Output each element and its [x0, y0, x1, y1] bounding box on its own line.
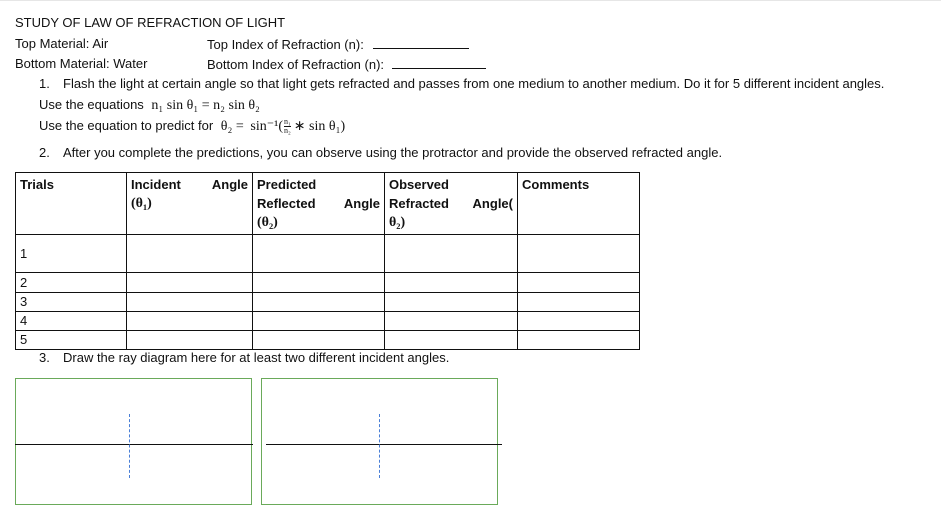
- equation-2-rhs: sin⁻¹(: [250, 119, 283, 134]
- header-angle-word: Angle: [211, 177, 248, 192]
- item-3-text: Draw the ray diagram here for at least two different incident angles.: [63, 350, 450, 365]
- equation-2-lhs: θ₂ =: [220, 119, 244, 134]
- table-header-row: [16, 173, 640, 235]
- top-index-line: [207, 36, 469, 52]
- interface-line-1: [15, 444, 253, 445]
- trial-number: 2: [16, 273, 127, 293]
- item-2-number: 2.: [39, 145, 50, 160]
- incident-cell[interactable]: [127, 293, 253, 312]
- comments-cell[interactable]: [518, 312, 640, 331]
- item-1-number: 1.: [39, 76, 50, 91]
- header-comments: Comments: [518, 173, 640, 235]
- trials-table: [15, 172, 640, 350]
- predicted-cell[interactable]: [253, 312, 385, 331]
- comments-cell[interactable]: [518, 293, 640, 312]
- equation-2-denominator: n₂: [284, 126, 291, 136]
- header-predicted-angle: [253, 173, 385, 235]
- equation-2-prefix: Use the equation to predict for: [39, 118, 214, 133]
- item-1-text: Flash the light at certain angle so that light gets refracted and passes from one medium to another medium. Do it for 5 different incident angles.: [63, 76, 885, 91]
- trial-number: 1: [16, 235, 127, 273]
- header-incident-word: Incident: [131, 177, 181, 192]
- normal-line-1: [129, 414, 130, 478]
- predicted-cell[interactable]: [253, 273, 385, 293]
- header-obs-angle-word: Angle(: [472, 196, 513, 211]
- trial-number: 4: [16, 312, 127, 331]
- trial-number: 5: [16, 331, 127, 350]
- comments-cell[interactable]: [518, 235, 640, 273]
- equation-2-line: [39, 118, 345, 135]
- predicted-cell[interactable]: [253, 293, 385, 312]
- comments-cell[interactable]: [518, 273, 640, 293]
- observed-cell[interactable]: [385, 273, 518, 293]
- header-trials: Trials: [16, 173, 127, 235]
- header-reflected-word: Reflected: [257, 196, 316, 211]
- equation-2-fraction: [284, 118, 291, 135]
- top-index-blank[interactable]: [373, 36, 469, 49]
- header-observed-word: Observed: [389, 177, 449, 192]
- observed-cell[interactable]: [385, 235, 518, 273]
- page-top-rule: [0, 0, 941, 1]
- ray-diagram-box-1[interactable]: [15, 378, 252, 505]
- bottom-index-blank[interactable]: [392, 56, 486, 69]
- header-obs-theta2: θ₂): [389, 215, 406, 230]
- table-row: [16, 331, 640, 350]
- item-2-text: After you complete the predictions, you can observe using the protractor and provide the observed refracted angle.: [63, 145, 723, 160]
- table-row: [16, 312, 640, 331]
- header-theta1: (θ₁): [131, 196, 152, 211]
- trial-number: 3: [16, 293, 127, 312]
- header-refracted-word: Refracted: [389, 196, 449, 211]
- header-incident-angle: [127, 173, 253, 235]
- equation-1-line: [39, 97, 260, 114]
- equation-1-prefix: Use the equations: [39, 97, 144, 112]
- top-material: Top Material: Air: [15, 36, 109, 51]
- header-observed-angle: [385, 173, 518, 235]
- interface-line-2: [266, 444, 502, 445]
- observed-cell[interactable]: [385, 331, 518, 350]
- table-row: [16, 293, 640, 312]
- equation-1: n₁ sin θ₁ = n₂ sin θ₂: [151, 98, 260, 113]
- comments-cell[interactable]: [518, 331, 640, 350]
- observed-cell[interactable]: [385, 312, 518, 331]
- header-predicted-word: Predicted: [257, 177, 317, 192]
- observed-cell[interactable]: [385, 293, 518, 312]
- predicted-cell[interactable]: [253, 331, 385, 350]
- bottom-material: Bottom Material: Water: [15, 56, 148, 71]
- bottom-index-label: Bottom Index of Refraction (n):: [207, 57, 385, 72]
- header-pred-angle-word: Angle: [343, 196, 380, 211]
- equation-2-numerator: n₁: [284, 117, 291, 127]
- equation-2-tail: ∗ sin θ₁): [293, 119, 346, 134]
- incident-cell[interactable]: [127, 331, 253, 350]
- table-row: [16, 235, 640, 273]
- incident-cell[interactable]: [127, 235, 253, 273]
- table-row: [16, 273, 640, 293]
- predicted-cell[interactable]: [253, 235, 385, 273]
- top-index-label: Top Index of Refraction (n):: [207, 37, 364, 52]
- bottom-index-line: [207, 56, 486, 72]
- normal-line-2: [379, 414, 380, 478]
- doc-title: STUDY OF LAW OF REFRACTION OF LIGHT: [15, 15, 286, 30]
- incident-cell[interactable]: [127, 273, 253, 293]
- header-pred-theta2: (θ₂): [257, 215, 278, 230]
- item-3-number: 3.: [39, 350, 50, 365]
- incident-cell[interactable]: [127, 312, 253, 331]
